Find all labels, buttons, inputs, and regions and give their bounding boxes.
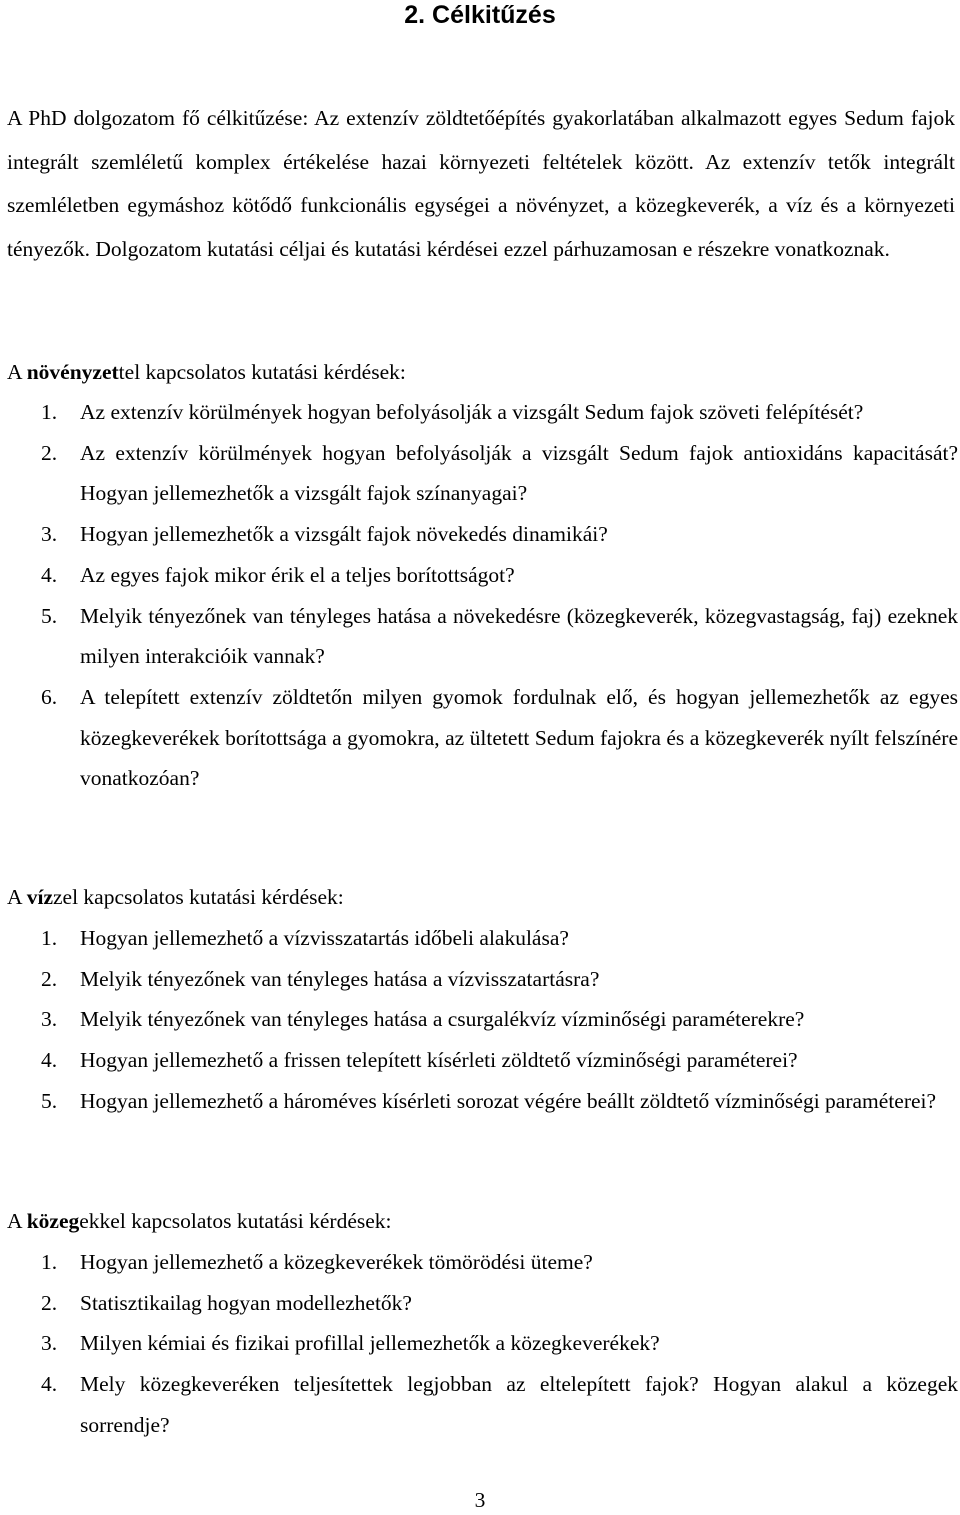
item-text: Hogyan jellemezhető a hároméves kísérleti sorozat végére beállt zöldtető vízminőségi paraméterei? (80, 1088, 937, 1113)
item-number: 3. (41, 522, 58, 547)
item-text: A telepített extenzív zöldtetőn milyen gyomok fordulnak elő, és hogyan jellemezhetők az egyes közegkeverékek borítottsága a gyomokra, az ültetett Sedum fajokra és a közegkeverék nyílt felszínére vonatkozóan? (80, 684, 958, 791)
item-text: Az extenzív körülmények hogyan befolyásolják a vizsgált Sedum fajok antioxidáns kapacitását? Hogyan jellemezhetők a vizsgált fajok színanyagai? (80, 440, 958, 506)
list-item (0, 1364, 958, 1445)
section-title-keyword: közeg (26, 1209, 80, 1233)
intro-paragraph: A PhD dolgozatom fő célkitűzése: Az extenzív zöldtetőépítés gyakorlatában alkalmazott egyes Sedum fajok integrált szemléletű komplex értékelése hazai környezeti feltételek között. Az extenzív tetők integrált szemléletben egymáshoz kötődő funkcionális egységei a növényzet, a közegkeverék, a víz és a környezeti tényezők. Dolgozatom kutatási céljai és kutatási kérdései ezzel párhuzamosan e részekre vonatkoznak. (7, 106, 955, 261)
list-item (0, 392, 958, 433)
section-title-plants (7, 352, 955, 393)
item-text: Statisztikailag hogyan modellezhetők? (80, 1290, 412, 1315)
list-item (0, 918, 958, 959)
item-text: Milyen kémiai és fizikai profillal jellemezhetők a közegkeverékek? (80, 1331, 660, 1356)
item-text: Hogyan jellemezhető a közegkeverékek tömörödési üteme? (80, 1250, 593, 1274)
item-number: 2. (41, 1290, 58, 1315)
item-text: Mely közegkeveréken teljesítettek legjobban az eltelepített fajok? Hogyan alakul a közegek sorrendje? (80, 1372, 958, 1437)
list-item (0, 1040, 958, 1081)
item-number: 6. (41, 684, 58, 709)
section-title-media (7, 1201, 955, 1242)
list-item (0, 1283, 958, 1324)
item-number: 2. (41, 966, 58, 991)
item-number: 2. (41, 440, 58, 465)
list-item (0, 1081, 958, 1122)
list-item (0, 514, 958, 555)
item-number: 1. (41, 400, 58, 424)
item-number: 3. (41, 1007, 58, 1032)
item-text: Hogyan jellemezhető a vízvisszatartás időbeli alakulása? (80, 926, 569, 950)
item-number: 4. (41, 1372, 58, 1397)
item-number: 5. (41, 1088, 58, 1113)
item-text: Hogyan jellemezhetők a vizsgált fajok növekedés dinamikái? (80, 522, 608, 547)
section-title-prefix: A (7, 360, 27, 384)
list-item (0, 433, 958, 514)
item-number: 4. (41, 1048, 58, 1073)
list-item (0, 677, 958, 799)
section-title-suffix: zel kapcsolatos kutatási kérdések: (53, 885, 344, 909)
item-number: 5. (41, 603, 58, 628)
page-number: 3 (474, 1488, 486, 1512)
media-questions-list (0, 1242, 958, 1446)
section-title-suffix: tel kapcsolatos kutatási kérdések: (118, 360, 406, 384)
item-text: Az egyes fajok mikor érik el a teljes borítottságot? (80, 562, 515, 587)
list-item (0, 999, 958, 1040)
list-item (0, 555, 958, 596)
list-item (0, 1323, 958, 1364)
item-number: 1. (41, 926, 58, 950)
section-title-suffix: ekkel kapcsolatos kutatási kérdések: (79, 1209, 392, 1233)
list-item (0, 1242, 958, 1283)
section-title-prefix: A (7, 885, 27, 909)
section-title-keyword: növényzet (26, 360, 119, 384)
plant-questions-list (0, 392, 958, 799)
section-title-prefix: A (7, 1209, 27, 1233)
item-text: Hogyan jellemezhető a frissen telepített kísérleti zöldtető vízminőségi paraméterei? (80, 1048, 798, 1073)
chapter-heading: 2. Célkitűzés (404, 1, 556, 29)
item-text: Melyik tényezőnek van tényleges hatása a csurgalékvíz vízminőségi paraméterekre? (80, 1007, 805, 1032)
item-text: Az extenzív körülmények hogyan befolyásolják a vizsgált Sedum fajok szöveti felépítését? (80, 400, 864, 424)
water-questions-list (0, 918, 958, 1122)
section-title-keyword: víz (26, 885, 53, 909)
item-number: 4. (41, 562, 58, 587)
item-number: 1. (41, 1250, 58, 1274)
item-text: Melyik tényezőnek van tényleges hatása a vízvisszatartásra? (80, 966, 600, 991)
item-number: 3. (41, 1331, 58, 1356)
list-item (0, 959, 958, 1000)
section-title-water (7, 877, 955, 918)
list-item (0, 596, 958, 677)
item-text: Melyik tényezőnek van tényleges hatása a növekedésre (közegkeverék, közegvastagság, faj) ezeknek milyen interakcióik vannak? (80, 603, 958, 669)
